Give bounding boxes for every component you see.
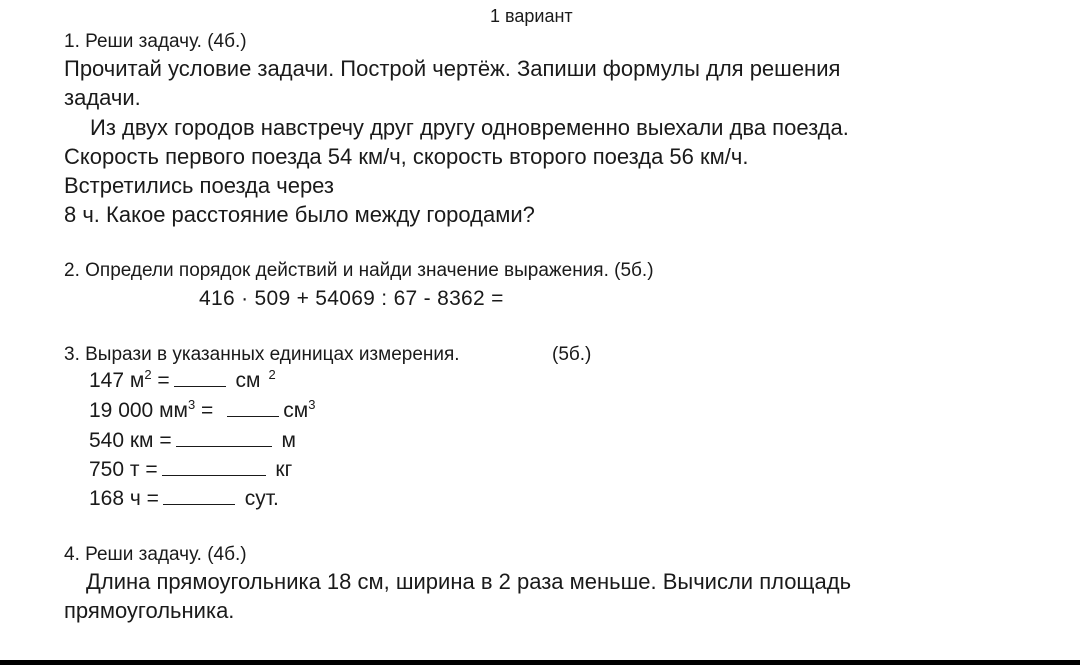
bottom-border — [0, 660, 1080, 665]
exponent: 2 — [268, 367, 276, 382]
answer-blank[interactable] — [176, 445, 272, 447]
answer-blank[interactable] — [163, 503, 235, 505]
equals-sign: = — [195, 399, 214, 422]
answer-blank[interactable] — [227, 415, 279, 417]
task1-instruction-line2: задачи. — [64, 85, 141, 110]
conversion-row-2 — [89, 397, 316, 422]
task1-problem-line1: Из двух городов навстречу друг другу одновременно выехали два поезда. — [90, 115, 849, 140]
conversion-right: см — [283, 399, 309, 422]
task4-title: 4. Реши задачу. (4б.) — [64, 544, 247, 565]
conversion-row-3 — [89, 430, 296, 451]
variant-heading: 1 вариант — [490, 6, 573, 26]
task1-instruction-line1: Прочитай условие задачи. Построй чертёж. Запиши формулы для решения — [64, 56, 841, 81]
task1-problem-line2: Скорость первого поезда 54 км/ч, скорость второго поезда 56 км/ч. — [64, 144, 749, 169]
task4-problem-line2: прямоугольника. — [64, 598, 235, 623]
task3-title: 3. Вырази в указанных единицах измерения. — [64, 344, 460, 365]
task1-problem-line3: Встретились поезда через — [64, 173, 335, 198]
exponent: 2 — [144, 367, 152, 382]
task3-points: (5б.) — [552, 344, 592, 365]
task2-expression: 416 · 509 + 54069 : 67 - 8362 = — [199, 287, 504, 310]
answer-blank[interactable] — [162, 474, 266, 476]
task2-title: 2. Определи порядок действий и найди значение выражения. (5б.) — [64, 260, 654, 281]
conversion-right: сут. — [238, 487, 279, 510]
equals-sign: = — [151, 369, 170, 392]
conversion-left: 147 м — [89, 369, 145, 392]
conversion-left: 168 ч = — [89, 487, 159, 510]
conversion-left: 750 т = — [89, 458, 158, 481]
task4-problem-line1: Длина прямоугольника 18 см, ширина в 2 раза меньше. Вычисли площадь — [86, 569, 852, 594]
conversion-left: 19 000 мм — [89, 399, 188, 422]
answer-blank[interactable] — [174, 385, 226, 387]
exponent: 3 — [187, 397, 196, 412]
conversion-right: см — [229, 369, 261, 392]
conversion-row-5 — [89, 488, 279, 509]
conversion-row-4 — [89, 459, 292, 480]
task1-title: 1. Реши задачу. (4б.) — [64, 31, 247, 52]
exponent: 3 — [308, 397, 316, 412]
conversion-row-1 — [89, 367, 276, 392]
conversion-left: 540 км = — [89, 429, 172, 452]
task1-problem-line4: 8 ч. Какое расстояние было между городами? — [64, 202, 535, 227]
conversion-right: м — [275, 429, 296, 452]
conversion-right: кг — [269, 458, 293, 481]
